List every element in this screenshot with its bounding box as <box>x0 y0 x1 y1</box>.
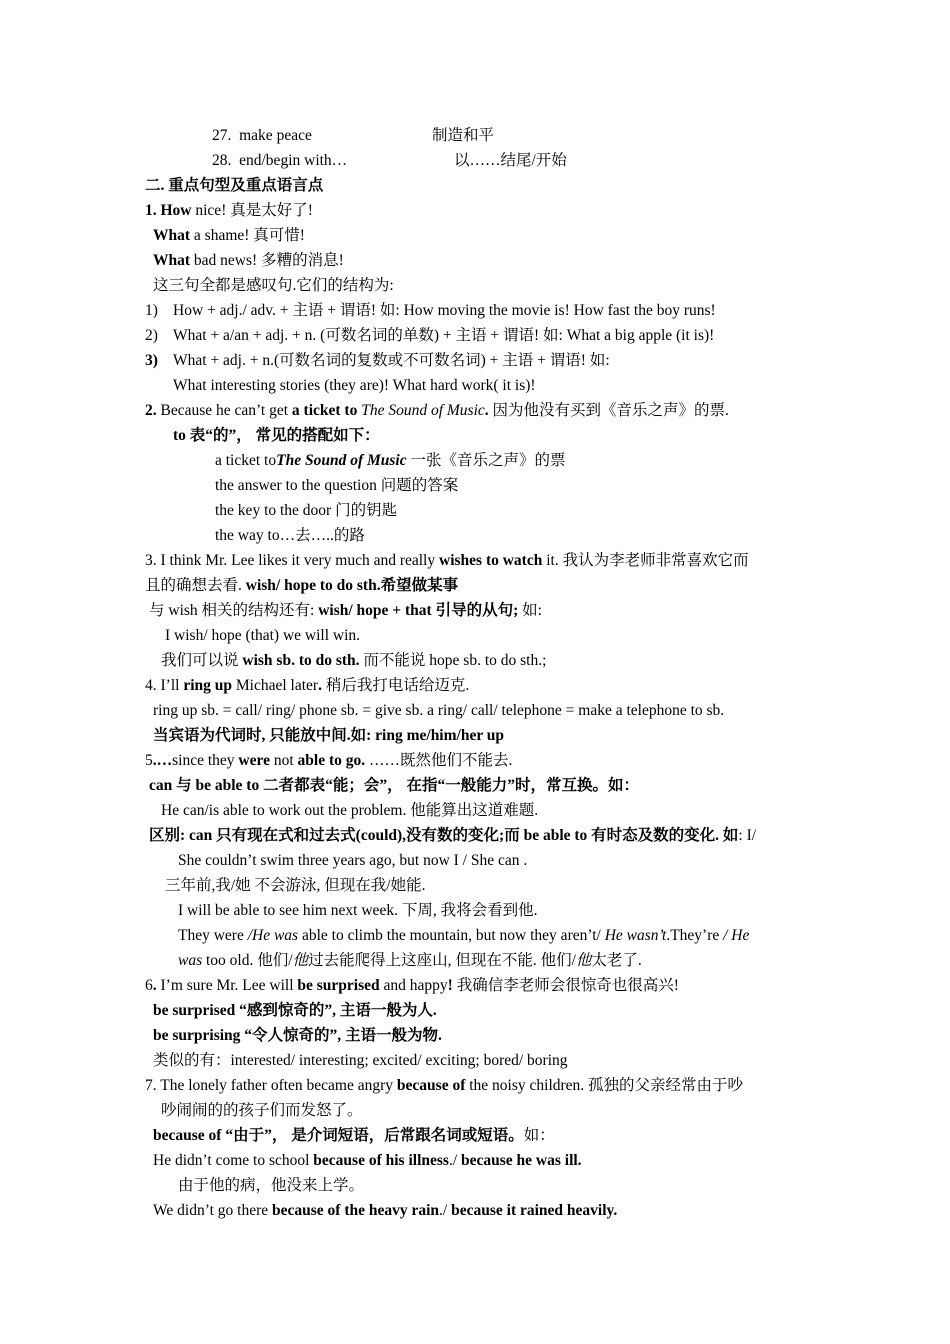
s2-note: to 表“的”， 常见的搭配如下： <box>173 427 380 444</box>
s7-sentence-line2: 吵闹闹的的孩子们而发怒了。 <box>161 1102 363 1119</box>
s1-intro: 这三句全都是感叹句.它们的结构为: <box>153 277 394 294</box>
s4-note: 当宾语为代词时, 只能放中间.如: ring me/him/her up <box>153 727 505 744</box>
s1-rule1-number: 1) <box>145 302 158 319</box>
s7-sentence-line1: 7. The lonely father often became angry because of the noisy children. 孤独的父亲经常由于吵 <box>145 1077 744 1094</box>
s7-note: because of “由于”， 是介词短语，后常跟名词或短语。如： <box>153 1127 555 1144</box>
vocab-english: end/begin with… <box>239 152 348 169</box>
s6-sentence: 6. I’m sure Mr. Lee will be surprised and happy! 我确信李老师会很惊奇也很高兴! <box>145 977 679 994</box>
s4-equivalents: ring up sb. = call/ ring/ phone sb. = give sb. a ring/ call/ telephone = make a telephone to sb. <box>153 702 725 719</box>
s5-difference: 区别: can 只有现在式和过去式(could),没有数的变化;而 be able to 有时态及数的变化. 如: I/ <box>149 827 757 844</box>
s5-example-2: I will be able to see him next week. 下周, 我将会看到他. <box>178 902 538 919</box>
s1-rule2-number: 2) <box>145 327 158 344</box>
s1-what-shame-line: What a shame! 真可惜! <box>153 227 305 244</box>
s2-example-4: the way to…去…..的路 <box>215 527 365 544</box>
s1-rule3-number: 3) <box>145 352 158 369</box>
s5-example-1-chinese: 三年前,我/她 不会游泳, 但现在我/她能. <box>165 877 426 894</box>
s5-example-3: They were /He was able to climb the mountain, but now they aren’t/ He wasn’t.They’re / He <box>178 927 750 944</box>
s1-what-news-line: What bad news! 多糟的消息! <box>153 252 344 269</box>
s7-example-1: He didn’t come to school because of his illness./ because he was ill. <box>153 1152 582 1169</box>
vocab-number: 28. <box>212 152 232 169</box>
s3-related-structure: 与 wish 相关的结构还有: wish/ hope + that 引导的从句; 如: <box>149 602 542 619</box>
vocab-item-27 <box>212 126 312 146</box>
vocab-english: make peace <box>239 127 312 144</box>
s7-example-2: We didn’t go there because of the heavy rain./ because it rained heavily. <box>153 1202 618 1219</box>
s3-sentence-line1: 3. I think Mr. Lee likes it very much and really wishes to watch it. 我认为李老师非常喜欢它而 <box>145 552 749 569</box>
vocab-chinese-27: 制造和平 <box>432 127 495 144</box>
s5-example-4: was too old. 他们/他过去能爬得上这座山, 但现在不能. 他们/他太老了. <box>178 952 642 969</box>
s6-note-surprising: be surprising “令人惊奇的”, 主语一般为物. <box>153 1027 442 1044</box>
s5-example-1: She couldn’t swim three years ago, but now I / She can . <box>178 852 528 869</box>
s4-sentence: 4. I’ll ring up Michael later. 稍后我打电话给迈克. <box>145 677 470 694</box>
s5-can-example: He can/is able to work out the problem. 他能算出这道难题. <box>161 802 539 819</box>
s5-sentence: 5.…since they were not able to go. ……既然他们不能去. <box>145 752 513 769</box>
s7-example-1-chinese: 由于他的病，他没来上学。 <box>178 1177 365 1194</box>
s2-example-3: the key to the door 门的钥匙 <box>215 502 398 519</box>
s3-sentence-line2: 且的确想去看. wish/ hope to do sth.希望做某事 <box>145 577 459 594</box>
s6-similar: 类似的有：interested/ interesting; excited/ exciting; bored/ boring <box>153 1052 568 1069</box>
vocab-number: 27. <box>212 127 232 144</box>
s2-sentence: 2. Because he can’t get a ticket to The Sound of Music. 因为他没有买到《音乐之声》的票. <box>145 402 729 419</box>
s6-note-surprised: be surprised “感到惊奇的”, 主语一般为人. <box>153 1002 437 1019</box>
s1-rule3: What + adj. + n.(可数名词的复数或不可数名词) + 主语 + 谓语! 如: <box>173 352 610 369</box>
s1-rule2: What + a/an + adj. + n. (可数名词的单数) + 主语 + 谓语! 如: What a big apple (it is)! <box>173 327 715 344</box>
s5-can-note: can 与 be able to 二者都表“能；会”， 在指“一般能力”时，常互换。如： <box>149 777 639 794</box>
vocab-item-28 <box>212 151 347 171</box>
s3-note: 我们可以说 wish sb. to do sth. 而不能说 hope sb. to do sth.; <box>161 652 547 669</box>
s2-example-1: a ticket toThe Sound of Music 一张《音乐之声》的票 <box>215 452 566 469</box>
section-heading: 二. 重点句型及重点语言点 <box>145 177 324 194</box>
s1-how-line: 1. How nice! 真是太好了! <box>145 202 313 219</box>
s1-rule1: How + adj./ adv. + 主语 + 谓语! 如: How moving the movie is! How fast the boy runs! <box>173 302 716 319</box>
s2-example-2: the answer to the question 问题的答案 <box>215 477 459 494</box>
s1-rule3-examples: What interesting stories (they are)! What hard work( it is)! <box>173 377 536 394</box>
vocab-chinese-28: 以……结尾/开始 <box>454 152 567 169</box>
s3-example: I wish/ hope (that) we will win. <box>165 627 361 644</box>
